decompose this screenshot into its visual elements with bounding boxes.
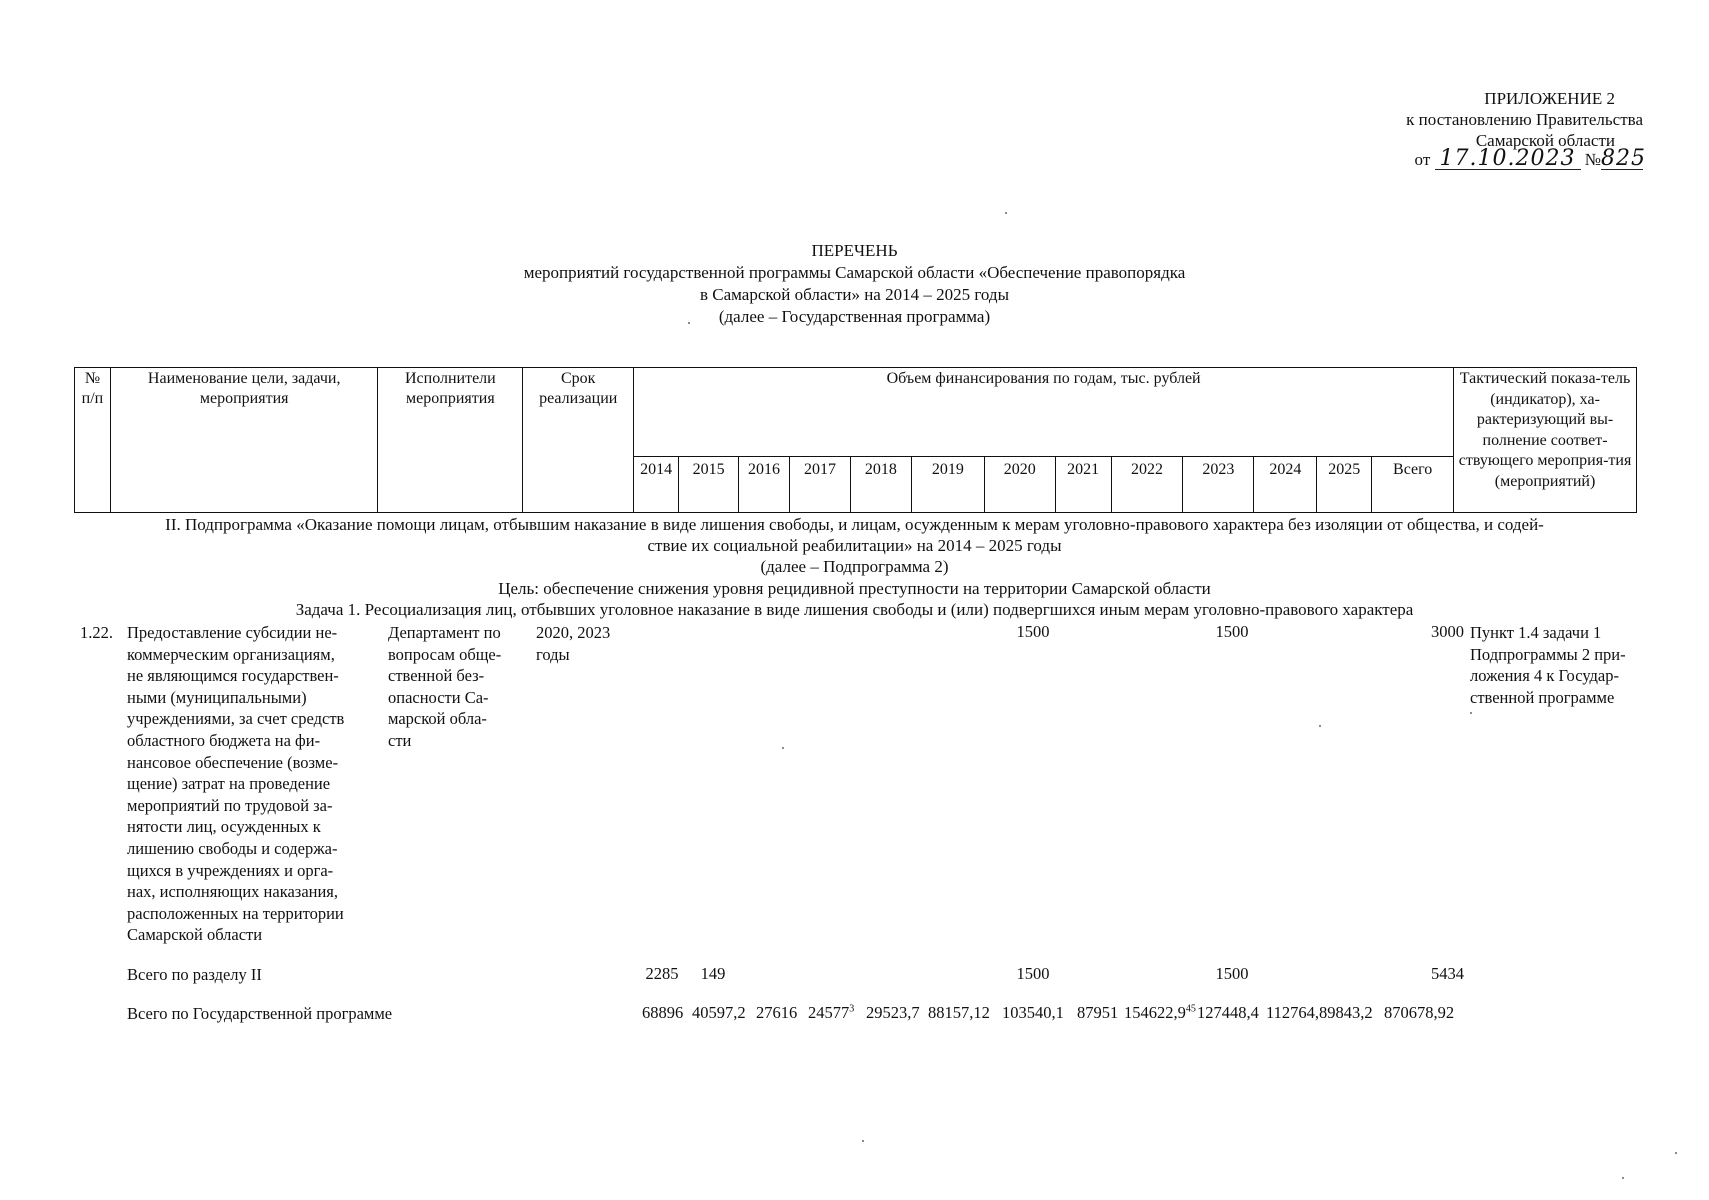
header-indicator: Тактический показа-тель (индикатор), ха-рактеризующий вы-полнение соответ-ствующего мероприя-тия (мероприятий)	[1454, 368, 1637, 513]
row-indicator-line: ложения 4 к Государ-	[1470, 666, 1619, 686]
program-value-2017-footnote: 3	[849, 1003, 855, 1015]
scan-speck	[688, 322, 690, 324]
row-name-line: щихся в учреждениях и орга-	[127, 860, 334, 880]
header-name: Наименование цели, задачи, мероприятия	[110, 368, 378, 513]
program-value-2021: 87951	[1077, 1003, 1119, 1022]
program-value-2022-footnote: 45	[1185, 1003, 1196, 1015]
header-number: № п/п	[75, 368, 111, 513]
row-name-line: щение) затрат на проведение	[127, 774, 331, 794]
row-executor-line: Департамент по	[388, 623, 501, 642]
table-header	[74, 367, 1637, 513]
row-name-line: коммерческим организациям,	[127, 644, 335, 664]
row-name-line: областного бюджета на фи-	[127, 730, 321, 750]
year-2021: 2021	[1055, 456, 1111, 512]
row-name-line: Самарской области	[127, 925, 263, 945]
subprogram-task: Задача 1. Ресоциализация лиц, отбывших уголовное наказание в виде лишения свободы и (или) подвергшихся иным мерам уголовно-правового характера	[295, 600, 1414, 619]
row-name-line: Предоставление субсидии не-	[127, 623, 338, 642]
scan-speck	[1005, 212, 1007, 214]
subprogram-line-1: II. Подпрограмма «Оказание помощи лицам, отбывшим наказание в виде лишения свободы, и лицам, осужденным к мерам уголовно-правового характера без изоляции от общества, и содей-	[165, 515, 1544, 534]
program-value-2022-number: 154622,9	[1124, 1003, 1186, 1022]
row-indicator-line: Подпрограммы 2 при-	[1470, 644, 1626, 664]
header-executors: Исполнители мероприятия	[378, 368, 523, 513]
total-section-label: Всего по разделу II	[127, 965, 262, 984]
row-indicator	[1470, 622, 1660, 708]
year-total: Всего	[1372, 456, 1454, 512]
section-value-total: 5434	[1431, 964, 1464, 983]
year-2024: 2024	[1254, 456, 1317, 512]
title-line-1: мероприятий государственной программы Самарской области «Обеспечение правопорядка	[523, 263, 1186, 282]
program-value-2022	[1124, 1003, 1196, 1023]
program-value-2014: 68896	[642, 1003, 684, 1022]
subprogram-goal: Цель: обеспечение снижения уровня рецидивной преступности на территории Самарской области	[498, 579, 1211, 598]
year-2017: 2017	[790, 456, 851, 512]
appendix-block	[1343, 88, 1646, 171]
year-2022: 2022	[1111, 456, 1183, 512]
row-executors	[388, 622, 523, 752]
row-indicator-line: ственной программе	[1470, 687, 1615, 707]
title-heading: ПЕРЕЧЕНЬ	[811, 241, 898, 260]
section-value-2015: 149	[700, 964, 726, 983]
row-value-2023: 1500	[1215, 622, 1249, 641]
year-2019: 2019	[911, 456, 984, 512]
scan-speck	[1622, 1177, 1624, 1179]
appendix-line-3: Самарской области	[1475, 131, 1615, 150]
document-title	[0, 240, 1709, 328]
section-value-2020: 1500	[1016, 964, 1050, 983]
year-2020: 2020	[984, 456, 1055, 512]
row-name-line: мероприятий по трудовой за-	[127, 795, 333, 815]
appendix-line-2: к постановлению Правительства	[1406, 110, 1643, 129]
year-2015: 2015	[679, 456, 739, 512]
signed-number: 825	[1601, 146, 1646, 171]
row-executor-line: сти	[388, 730, 412, 750]
row-term	[536, 622, 646, 665]
signed-date: 17.10.2023	[1435, 149, 1581, 170]
row-name-line: нах, исполняющих наказания,	[127, 882, 339, 902]
year-2023: 2023	[1183, 456, 1254, 512]
row-term-line: годы	[536, 644, 570, 664]
row-name-line: учреждениями, за счет средств	[127, 709, 345, 729]
subprogram-line-2: ствие их социальной реабилитации» на 2014 – 2025 годы	[647, 536, 1062, 555]
row-name-line: нансовое обеспечение (возме-	[127, 752, 339, 772]
scan-speck	[862, 1140, 864, 1142]
year-2018: 2018	[850, 456, 911, 512]
row-indicator-line: Пункт 1.4 задачи 1	[1470, 623, 1602, 642]
scan-speck	[782, 747, 784, 749]
program-value-2016: 27616	[756, 1003, 798, 1022]
row-executor-line: опасности Са-	[388, 687, 489, 707]
appendix-date-line	[1343, 146, 1646, 171]
scan-speck	[1319, 725, 1321, 727]
row-executor-line: марской обла-	[388, 709, 487, 729]
row-number: 1.22.	[80, 623, 113, 642]
section-value-2014: 2285	[645, 964, 679, 983]
program-value-2019: 88157,12	[928, 1003, 990, 1022]
subprogram-line-3: (далее – Подпрограмма 2)	[760, 557, 949, 576]
program-value-2015: 40597,2	[692, 1003, 746, 1022]
row-name-line: нятости лиц, осужденных к	[127, 817, 321, 837]
row-name-line: расположенных на территории	[127, 903, 344, 923]
row-executor-line: ственной без-	[388, 666, 485, 686]
row-name-line: не являющимся государствен-	[127, 666, 339, 686]
appendix-title: ПРИЛОЖЕНИЕ 2	[1484, 89, 1615, 108]
row-name-line: ными (муниципальными)	[127, 687, 307, 707]
subprogram-title	[0, 514, 1709, 577]
number-prefix: №	[1584, 150, 1601, 169]
title-line-2: в Самарской области» на 2014 – 2025 годы	[700, 285, 1009, 304]
row-executor-line: вопросам обще-	[388, 644, 502, 664]
program-value-2017	[808, 1003, 854, 1023]
program-value-total: 870678,92	[1384, 1003, 1455, 1022]
scan-speck	[1675, 1152, 1677, 1154]
row-name-line: лишению свободы и содержа-	[127, 838, 338, 858]
year-2014: 2014	[634, 456, 679, 512]
header-term: Срок реализации	[523, 368, 634, 513]
title-line-3: (далее – Государственная программа)	[718, 307, 991, 326]
program-value-2017-number: 24577	[808, 1003, 850, 1022]
program-value-2023: 127448,4	[1197, 1003, 1259, 1022]
date-prefix: от	[1414, 150, 1431, 169]
year-2025: 2025	[1317, 456, 1372, 512]
program-value-2020: 103540,1	[1002, 1003, 1064, 1022]
scan-speck	[1470, 712, 1472, 714]
row-name	[127, 622, 377, 946]
year-2016: 2016	[739, 456, 790, 512]
section-value-2023: 1500	[1215, 964, 1249, 983]
row-value-2020: 1500	[1016, 622, 1050, 641]
row-value-total: 3000	[1431, 622, 1464, 641]
program-value-2018: 29523,7	[866, 1003, 920, 1022]
program-value-2024-2025: 112764,89843,2	[1266, 1003, 1373, 1022]
header-funding: Объем финансирования по годам, тыс. рублей	[634, 368, 1454, 457]
row-term-line: 2020, 2023	[536, 623, 611, 642]
total-program-label: Всего по Государственной программе	[127, 1004, 393, 1023]
